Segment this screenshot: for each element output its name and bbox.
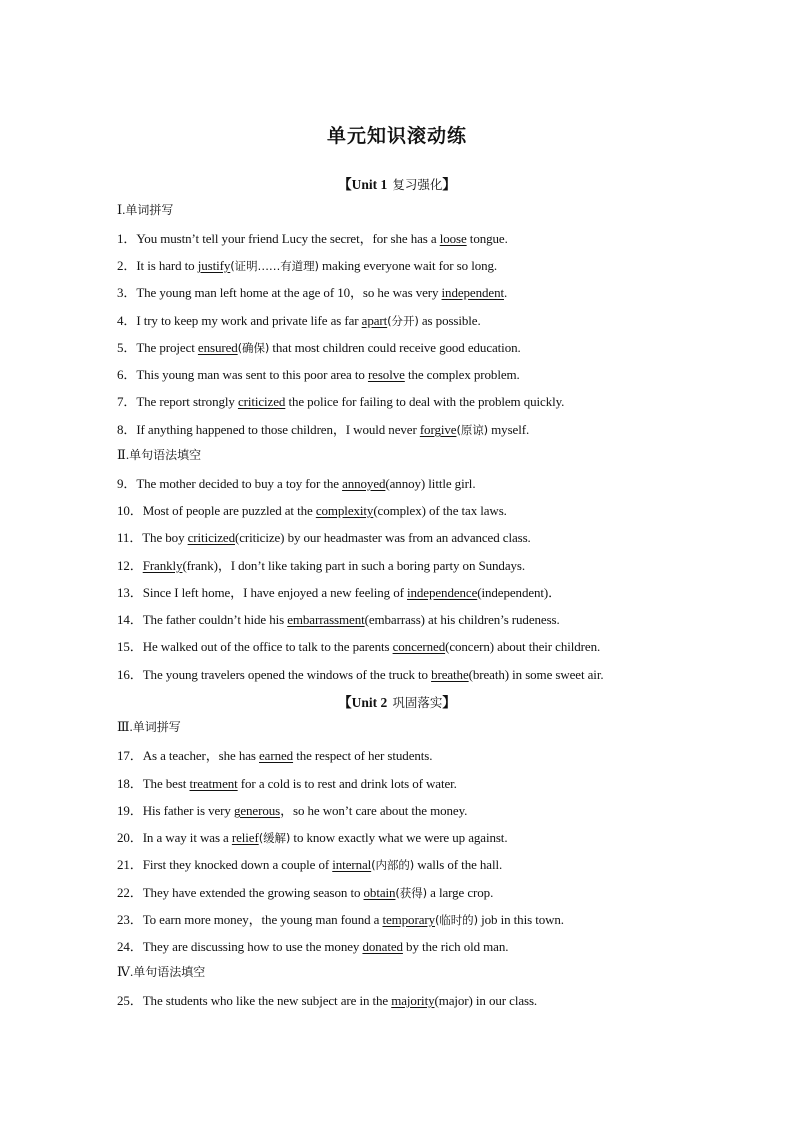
answer: embarrassment bbox=[287, 612, 365, 627]
unit-2-heading: 【Unit 2 巩固落实】 bbox=[338, 695, 456, 711]
answer: ensured bbox=[197, 340, 238, 355]
answer: breathe bbox=[431, 667, 469, 682]
question-14: 14．The father couldn’t hide his embarrassment(embarrass) at his children’s rudeness. bbox=[117, 612, 560, 627]
answer: apart bbox=[361, 313, 388, 328]
unit-1-heading: 【Unit 1 复习强化】 bbox=[338, 177, 456, 193]
answer: justify bbox=[197, 258, 231, 273]
question-17: 17．As a teacher，she has earned the respect of her students. bbox=[117, 748, 433, 763]
answer: treatment bbox=[189, 776, 238, 791]
section-heading-3: Ⅲ.单词拼写 bbox=[117, 719, 181, 734]
answer: obtain bbox=[363, 885, 396, 900]
answer: earned bbox=[259, 748, 294, 763]
question-5: 5．The project ensured(确保) that most children could receive good education. bbox=[117, 340, 521, 355]
question-7: 7．The report strongly criticized the police for failing to deal with the problem quickly. bbox=[117, 394, 565, 409]
answer: forgive bbox=[419, 422, 457, 437]
answer: criticized bbox=[187, 530, 235, 545]
question-21: 21．First they knocked down a couple of internal(内部的) walls of the hall. bbox=[117, 857, 503, 872]
question-18: 18．The best treatment for a cold is to rest and drink lots of water. bbox=[117, 776, 457, 791]
question-12: 12．Frankly(frank)，I don’t like taking part in such a boring party on Sundays. bbox=[117, 558, 525, 573]
question-23: 23．To earn more money，the young man found a temporary(临时的) job in this town. bbox=[117, 912, 564, 927]
question-25: 25．The students who like the new subject are in the majority(major) in our class. bbox=[117, 993, 538, 1008]
page-title: 单元知识滚动练 bbox=[326, 125, 467, 147]
question-13: 13．Since I left home，I have enjoyed a new feeling of independence(independent)． bbox=[117, 585, 562, 600]
question-11: 11．The boy criticized(criticize) by our headmaster was from an advanced class. bbox=[117, 530, 531, 545]
answer: relief bbox=[231, 830, 259, 845]
answer: annoyed bbox=[342, 476, 386, 491]
answer: donated bbox=[362, 939, 403, 954]
answer: independence bbox=[407, 585, 478, 600]
question-6: 6．This young man was sent to this poor area to resolve the complex problem. bbox=[117, 367, 520, 382]
question-8: 8．If anything happened to those children，I would never forgive(原谅) myself. bbox=[117, 422, 530, 437]
question-9: 9．The mother decided to buy a toy for the annoyed(annoy) little girl. bbox=[117, 476, 476, 491]
question-20: 20．In a way it was a relief(缓解) to know exactly what we were up against. bbox=[117, 830, 508, 845]
answer: temporary bbox=[382, 912, 435, 927]
answer: complexity bbox=[315, 503, 374, 518]
question-2: 2．It is hard to justify(证明……有道理) making everyone wait for so long. bbox=[117, 258, 498, 273]
answer: generous bbox=[233, 803, 281, 818]
section-heading-1: Ⅰ.单词拼写 bbox=[117, 202, 174, 217]
question-1: 1．You mustn’t tell your friend Lucy the secret，for she has a loose tongue. bbox=[117, 231, 508, 246]
question-19: 19．His father is very generous，so he won’t care about the money. bbox=[117, 803, 468, 818]
answer: criticized bbox=[237, 394, 286, 409]
answer: resolve bbox=[367, 367, 405, 382]
answer: independent bbox=[441, 285, 504, 300]
section-heading-2: Ⅱ.单句语法填空 bbox=[117, 447, 202, 462]
answer: loose bbox=[439, 231, 467, 246]
question-16: 16．The young travelers opened the windows of the truck to breathe(breath) in some sweet air. bbox=[117, 667, 604, 682]
question-10: 10．Most of people are puzzled at the complexity(complex) of the tax laws. bbox=[117, 503, 507, 518]
answer: Frankly bbox=[142, 558, 183, 573]
answer: concerned bbox=[392, 639, 446, 654]
answer: internal bbox=[332, 857, 372, 872]
question-3: 3．The young man left home at the age of 10，so he was very independent. bbox=[117, 285, 508, 300]
answer: majority bbox=[391, 993, 435, 1008]
question-15: 15．He walked out of the office to talk to the parents concerned(concern) about their children. bbox=[117, 639, 601, 654]
section-heading-4: Ⅳ.单句语法填空 bbox=[117, 964, 206, 979]
question-22: 22．They have extended the growing season to obtain(获得) a large crop. bbox=[117, 885, 494, 900]
question-24: 24．They are discussing how to use the money donated by the rich old man. bbox=[117, 939, 509, 954]
question-4: 4．I try to keep my work and private life as far apart(分开) as possible. bbox=[117, 313, 481, 328]
